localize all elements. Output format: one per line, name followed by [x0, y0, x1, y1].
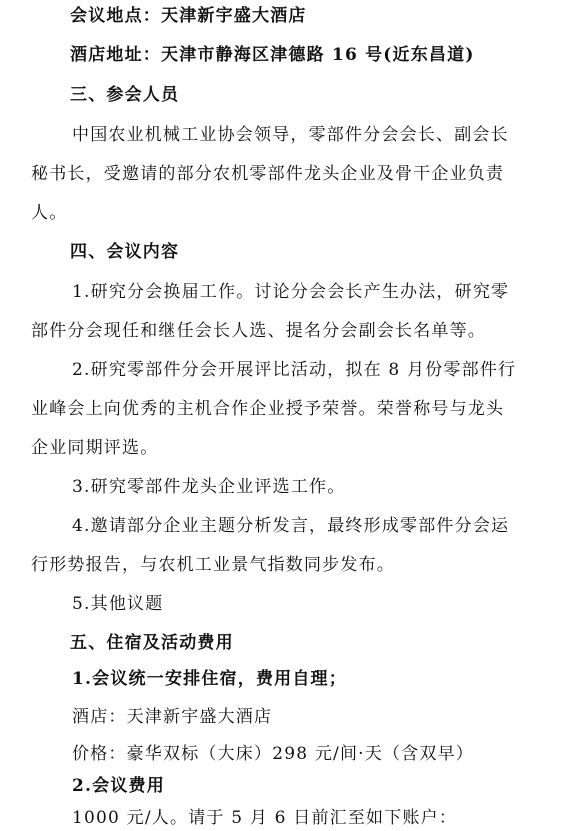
meeting-place-line: [70, 5, 540, 27]
section5-sub2: 2.会议费用: [72, 776, 165, 796]
section3-para-text-1: 中国农业机械工业协会领导，零部件分会会长、副会长: [72, 125, 509, 145]
section3-para-line-2: 秘书长，受邀请的部分农机零部件龙头企业及骨干企业负责: [31, 164, 505, 184]
section3-para-line-1: [72, 124, 552, 146]
section4-item5: 5.其他议题: [72, 594, 164, 614]
section4-item3: 3.研究零部件龙头企业评选工作。: [72, 477, 346, 497]
section4-item2-line-1: 2.研究零部件分会开展评比活动，拟在 8 月份零部件行: [72, 360, 517, 380]
section5-price-line: 价格：豪华双标（大床）298 元/间·天（含双早）: [72, 744, 474, 764]
hotel-address-line: [70, 44, 550, 66]
section5-hotel-line: 酒店：天津新宇盛大酒店: [72, 707, 273, 727]
section5-sub1: 1.会议统一安排住宿，费用自理；: [72, 669, 347, 689]
section4-item2-line-3: 企业同期评选。: [31, 438, 159, 458]
hotel-address-value: 天津市静海区津德路 16 号(近东昌道): [161, 45, 475, 65]
section5-fee-line: 1000 元/人。请于 5 月 6 日前汇至如下账户：: [72, 808, 458, 828]
section5-heading: 五、住宿及活动费用: [70, 633, 234, 653]
meeting-place-label: 会议地点：: [70, 6, 161, 26]
meeting-place-value: 天津新宇盛大酒店: [161, 6, 307, 26]
hotel-address-label: 酒店地址：: [70, 45, 161, 65]
section4-heading: 四、会议内容: [70, 242, 180, 262]
section4-item4-line-2: 行形势报告，与农机工业景气指数同步发布。: [31, 555, 395, 575]
section4-item1-line-1: 1.研究分会换届工作。讨论分会会长产生办法，研究零: [72, 282, 510, 302]
section4-item2-line-2: 业峰会上向优秀的主机合作企业授予荣誉。荣誉称号与龙头: [31, 399, 505, 419]
section3-para-line-3: 人。: [31, 203, 68, 223]
section4-item4-line-1: 4.邀请部分企业主题分析发言，最终形成零部件分会运: [72, 516, 510, 536]
section3-heading: 三、参会人员: [70, 85, 180, 105]
section4-item1-line-2: 部件分会现任和继任会长人选、提名分会副会长名单等。: [31, 321, 486, 341]
